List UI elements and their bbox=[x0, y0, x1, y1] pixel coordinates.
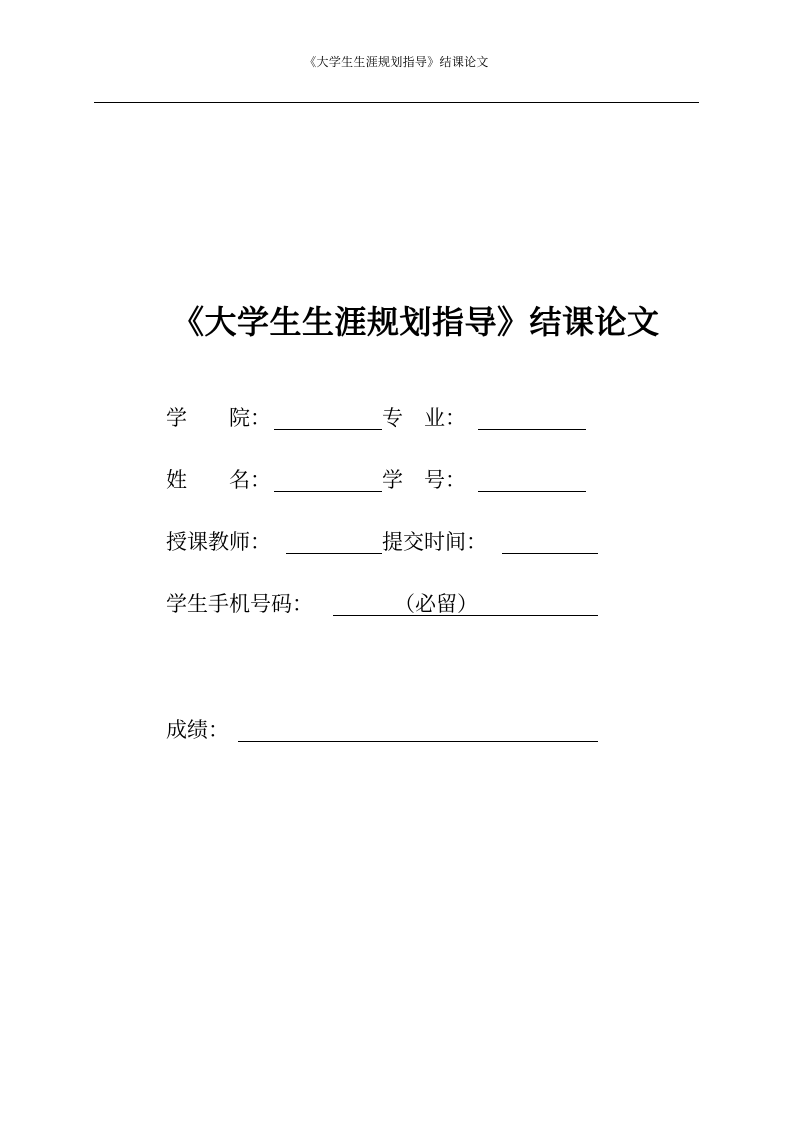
submit-time-label: 提交时间： bbox=[382, 530, 487, 554]
college-label: 学 院： bbox=[166, 406, 271, 430]
student-id-field[interactable] bbox=[478, 491, 586, 492]
name-label: 姓 名： bbox=[166, 468, 271, 492]
teacher-field[interactable] bbox=[286, 553, 382, 554]
major-field[interactable] bbox=[478, 429, 586, 430]
grade-field[interactable] bbox=[238, 741, 598, 742]
row-phone bbox=[166, 589, 606, 619]
row-teacher-time bbox=[166, 527, 606, 557]
teacher-label: 授课教师： bbox=[166, 530, 271, 554]
row-name-id bbox=[166, 465, 606, 495]
name-field[interactable] bbox=[274, 491, 382, 492]
phone-hint: （必留） bbox=[394, 592, 478, 616]
grade-label: 成绩： bbox=[166, 718, 229, 742]
student-id-label: 学 号： bbox=[382, 468, 466, 492]
college-field[interactable] bbox=[274, 429, 382, 430]
row-grade bbox=[166, 715, 606, 745]
phone-label: 学生手机号码： bbox=[166, 592, 313, 616]
submit-time-field[interactable] bbox=[502, 553, 598, 554]
row-college-major bbox=[166, 403, 606, 433]
page-title: 《大学生生涯规划指导》结课论文 bbox=[172, 303, 660, 341]
major-label: 专 业： bbox=[382, 406, 466, 430]
header-divider bbox=[94, 102, 699, 103]
running-header: 《大学生生涯规划指导》结课论文 bbox=[304, 55, 489, 69]
